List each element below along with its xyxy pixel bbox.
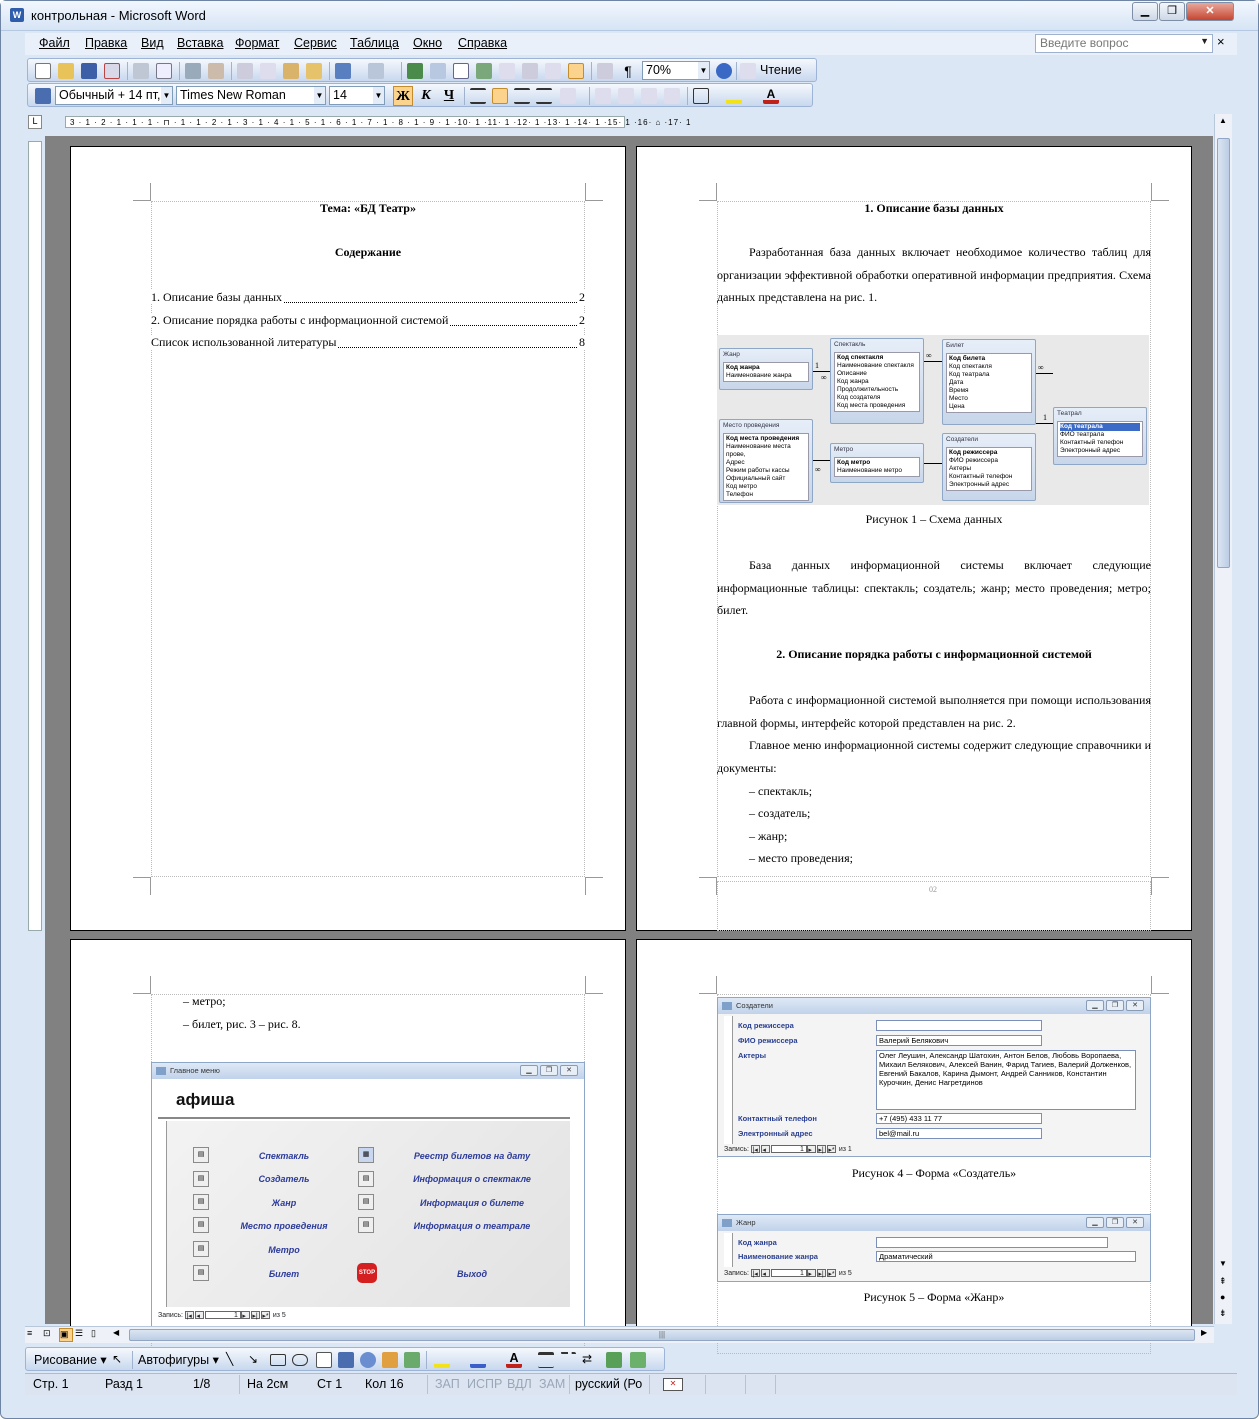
schema-table-spektakl: Спектакль Код спектакля Наименование спектакля Описание Код жанра Продолжительность Код создателя Код места проведения [830, 338, 924, 424]
scroll-right-icon[interactable]: ▶ [1201, 1328, 1208, 1337]
director-code-field[interactable] [876, 1020, 1042, 1031]
insert-excel-icon[interactable] [476, 63, 492, 79]
standard-toolbar [27, 58, 817, 82]
menu-link-metro[interactable]: Метро [268, 1245, 300, 1255]
prev-page-icon[interactable]: ⇞ [1219, 1276, 1227, 1286]
maximize-button[interactable]: ❐ [1159, 2, 1185, 21]
email-field[interactable]: bel@mail.ru [876, 1128, 1042, 1139]
zoom-select[interactable]: 70% ▼ [642, 61, 710, 80]
status-language[interactable]: русский (Ро [575, 1377, 643, 1391]
menu-link-spektakl[interactable]: Спектакль [258, 1151, 310, 1161]
dash-style-icon[interactable] [560, 1352, 576, 1368]
form-button-icon[interactable]: ▤ [358, 1217, 374, 1233]
menu-link-info-bilet[interactable]: Информация о билете [420, 1198, 524, 1208]
field-label: Контактный телефон [738, 1114, 817, 1123]
underline-button[interactable]: Ч [443, 88, 455, 103]
menu-edit[interactable]: Правка [85, 36, 128, 50]
relation-line [1036, 373, 1053, 374]
vertical-ruler [28, 141, 42, 931]
drawing-icon[interactable] [545, 63, 561, 79]
scroll-left-icon[interactable]: ◀ [113, 1328, 120, 1337]
line-style-icon[interactable] [538, 1352, 554, 1368]
styles-icon[interactable] [35, 88, 51, 104]
status-pages: 1/8 [193, 1377, 211, 1391]
vertical-scrollbar[interactable] [1214, 114, 1232, 1324]
figure-caption: Рисунок 5 – Форма «Жанр» [863, 1290, 1005, 1304]
page-2[interactable] [636, 146, 1192, 931]
window-title: контрольная - Microsoft Word [31, 8, 206, 23]
field-label: Код жанра [738, 1238, 777, 1247]
close-button[interactable]: ✕ [1186, 2, 1234, 21]
fill-color-icon[interactable] [434, 1352, 450, 1368]
figure-caption: Рисунок 1 – Схема данных [865, 512, 1003, 526]
menu-table[interactable]: Таблица [350, 36, 400, 50]
align-right-icon[interactable] [514, 88, 530, 104]
rectangle-icon[interactable] [270, 1354, 286, 1366]
reading-view-icon[interactable]: ▯ [91, 1328, 96, 1338]
page-1[interactable] [70, 146, 626, 931]
menu-link-mesto[interactable]: Место проведения [240, 1221, 328, 1231]
align-left-icon[interactable] [470, 88, 486, 104]
status-at: На 2см [247, 1377, 289, 1391]
menu-link-reestr[interactable]: Реестр билетов на дату [413, 1151, 531, 1161]
stop-icon[interactable]: STOP [357, 1263, 377, 1283]
status-bar [25, 1373, 1237, 1395]
genre-form: Жанр ▁ ❐ ✕ Код жанра Наименование жанра Драматический Запись: |◂ ◂ 1 ▸ ▸| ▸* из 5 [717, 1214, 1151, 1282]
bullets-icon[interactable] [618, 88, 634, 104]
data-schema-diagram: Жанр Код жанра Наименование жанра Спектакль Код спектакля Наименование спектакля Описание Код жанра Продолжительность Код создателя Код места проведения Билет Код билета Код спектакля Код театрала Дата Время Место Цена Театрал Код театрала ФИО театрала Контактный телефон Электронный адрес Место проведения Код места проведения Наименование места прове, Адрес Режим работы кассы Официальный сайт Код метро Телефон Метро Код метро Наименование метро Создатели Код режиссера ФИО режиссера Актеры Контактный телефон Электронный адрес 1 ∞ ∞ ∞ 1 ∞ [717, 335, 1149, 505]
outline-view-icon[interactable]: ☰ [75, 1328, 84, 1338]
bold-button[interactable]: Ж [393, 86, 413, 106]
spelling-status-icon[interactable]: ✕ [663, 1378, 683, 1391]
font-size-select[interactable]: 14 ▼ [329, 86, 385, 105]
chevron-down-icon: ▼ [314, 87, 325, 104]
close-icon[interactable]: ✕ [1126, 1217, 1144, 1228]
permission-icon[interactable] [104, 63, 120, 79]
list-item: – жанр; [749, 829, 788, 843]
relation-line [813, 371, 830, 372]
scroll-up-icon[interactable]: ▲ [1219, 116, 1227, 125]
read-icon [740, 63, 756, 79]
reading-button[interactable]: Чтение [760, 63, 802, 77]
draw-menu-button[interactable]: Рисование ▾ [34, 1353, 107, 1367]
line-icon[interactable]: ╲ [226, 1352, 234, 1366]
minimize-icon[interactable]: ▁ [1086, 1217, 1104, 1228]
exit-button[interactable]: Выход [456, 1269, 488, 1279]
paragraph: База данных информационной системы включает следующие информационные таблицы: спектакль; создатель; жанр; место проведения; метро; билет. [717, 558, 1151, 618]
clipart-icon[interactable] [382, 1352, 398, 1368]
director-name-field[interactable]: Валерий Белякович [876, 1035, 1042, 1046]
menu-link-info-spektakl[interactable]: Информация о спектакле [413, 1174, 531, 1184]
status-section: Разд 1 [105, 1377, 143, 1391]
theme-title: Тема: «БД Театр» [320, 201, 416, 215]
paste-icon[interactable] [283, 63, 299, 79]
figure-caption: Рисунок 4 – Форма «Создатель» [851, 1166, 1017, 1180]
section-heading-1: 1. Описание базы данных [864, 201, 1004, 215]
align-center-icon[interactable] [492, 88, 508, 104]
field-label: Наименование жанра [738, 1252, 818, 1261]
decrease-indent-icon[interactable] [641, 88, 657, 104]
form-button-icon[interactable]: ▤ [193, 1217, 209, 1233]
cut-icon[interactable] [237, 63, 253, 79]
picture-icon[interactable] [404, 1352, 420, 1368]
menu-tools[interactable]: Сервис [294, 36, 337, 50]
genre-code-field[interactable] [876, 1237, 1108, 1248]
record-selector[interactable] [158, 1121, 167, 1307]
form-icon [156, 1067, 166, 1075]
record-selector[interactable] [724, 1233, 733, 1267]
formatting-toolbar [27, 83, 813, 107]
menu-format[interactable]: Формат [235, 36, 280, 50]
afisha-header: афиша [158, 1081, 570, 1119]
status-track-changes[interactable]: ИСПР [467, 1377, 503, 1391]
autoshapes-button[interactable]: Автофигуры ▾ [138, 1353, 219, 1367]
form-button-icon[interactable]: ▤ [358, 1194, 374, 1210]
list-item: – место проведения; [749, 851, 853, 865]
ruler-scale[interactable]: 3 · 1 · 2 · 1 · 1 · 1 · ⊓ · 1 · 1 · 2 · 1 · 3 · 1 · 4 · 1 · 5 · 1 · 6 · 1 · 7 · 1 · 8 · 1 · 9 · 1 ·10· 1 ·11· 1 ·12· 1 ·13· 1 ·14· 1 ·15· 1 ·16· ⌂ ·17· 1 [65, 116, 625, 128]
save-icon[interactable] [81, 63, 97, 79]
borders-icon[interactable] [693, 88, 709, 104]
wordart-icon[interactable] [338, 1352, 354, 1368]
pilcrow-icon[interactable]: ¶ [624, 63, 632, 79]
chevron-down-icon: ▼ [373, 87, 384, 104]
form-icon [722, 1219, 732, 1227]
record-selector[interactable] [724, 1016, 733, 1144]
normal-view-icon[interactable]: ≡ [27, 1328, 33, 1338]
arrow-icon[interactable]: ↘ [248, 1352, 259, 1366]
close-icon[interactable]: ✕ [560, 1065, 578, 1076]
show-formatting-icon[interactable] [597, 63, 613, 79]
status-extend[interactable]: ВДЛ [507, 1377, 532, 1391]
form-button-icon[interactable]: ▤ [193, 1147, 209, 1163]
schema-table-mesto: Место проведения Код места проведения Наименование места прове, Адрес Режим работы кассы Официальный сайт Код метро Телефон [719, 419, 813, 503]
creators-form: Создатели ▁ ❐ ✕ Код режиссера ФИО режиссера Валерий Белякович Актеры Олег Леушин, Александр Шатохин, Антон Белов, Любовь Воропаева, Михаил Белякович, Алексей Ванин, Фарид Тагиев, Валерий Долженков, Евгений Бакалов, Карина Дымонт, Андрей Санников, Константин Курочкин, Денис Нагретдинов Контактный телефон +7 (495) 433 11 77 Электронный адрес bel@mail.ru Запись: |◂ ◂ 1 ▸ ▸| ▸* из 1 [717, 997, 1151, 1157]
actors-field[interactable]: Олег Леушин, Александр Шатохин, Антон Белов, Любовь Воропаева, Михаил Белякович, Алексей Ванин, Фарид Тагиев, Валерий Долженков, Евгений Бакалов, Карина Дымонт, Андрей Санников, Константин Курочкин, Денис Нагретдинов [876, 1050, 1136, 1110]
title-bar [1, 1, 1258, 31]
status-column: Кол 16 [365, 1377, 404, 1391]
ask-question-input[interactable]: Введите вопрос ▼ [1035, 34, 1213, 53]
relation-line [813, 460, 830, 461]
tables-borders-icon[interactable] [430, 63, 446, 79]
style-select[interactable]: Обычный + 14 пт, ▼ [55, 86, 173, 105]
font-select[interactable]: Times New Roman ▼ [176, 86, 326, 105]
insert-table-icon[interactable] [453, 63, 469, 79]
schema-table-teatral: Театрал Код театрала ФИО театрала Контактный телефон Электронный адрес [1053, 407, 1147, 465]
toc-entry[interactable]: 1. Описание базы данных 2 [151, 290, 585, 304]
close-document-icon[interactable]: × [1217, 34, 1225, 49]
font-color-icon[interactable]: A [506, 1352, 522, 1368]
format-painter-icon[interactable] [306, 63, 322, 79]
maximize-icon[interactable]: ❐ [1106, 1217, 1124, 1228]
field-label: ФИО режиссера [738, 1036, 798, 1045]
undo-icon[interactable] [335, 63, 351, 79]
next-page-icon[interactable]: ⇟ [1219, 1308, 1227, 1318]
field-label: Код режиссера [738, 1021, 794, 1030]
web-layout-icon[interactable]: ⊡ [43, 1328, 51, 1338]
menu-file[interactable]: Файл [39, 36, 70, 50]
chevron-down-icon: ▼ [698, 62, 709, 79]
justify-icon[interactable] [536, 88, 552, 104]
shadow-icon[interactable] [606, 1352, 622, 1368]
list-item: – создатель; [749, 806, 811, 820]
research-icon[interactable] [208, 63, 224, 79]
numbering-icon[interactable] [595, 88, 611, 104]
form-button-icon[interactable]: ▤ [358, 1171, 374, 1187]
scroll-down-icon[interactable]: ▼ [1219, 1259, 1227, 1268]
maximize-icon[interactable]: ❐ [540, 1065, 558, 1076]
form-button-icon[interactable]: ▤ [193, 1241, 209, 1257]
equation-icon[interactable] [522, 63, 538, 79]
chevron-down-icon: ▼ [161, 87, 172, 104]
menu-view[interactable]: Вид [141, 36, 164, 50]
form-button-icon[interactable]: ▤ [193, 1265, 209, 1281]
3d-icon[interactable] [630, 1352, 646, 1368]
page-footer-number: 02 [929, 885, 937, 894]
paragraph: Главное меню информационной системы содержит следующие справочники и документы: [717, 738, 1151, 775]
list-item: – билет, рис. 3 – рис. 8. [183, 1017, 301, 1031]
schema-table-zhanr: Жанр Код жанра Наименование жанра [719, 348, 813, 390]
minimize-icon[interactable]: ▁ [520, 1065, 538, 1076]
font-color-icon[interactable]: A [763, 88, 779, 104]
new-document-icon[interactable] [35, 63, 51, 79]
diagram-icon[interactable] [360, 1352, 376, 1368]
scroll-thumb[interactable] [1217, 138, 1230, 568]
document-workspace [45, 136, 1213, 1324]
record-navigator[interactable]: Запись: |◂ ◂ 1 ▸ ▸| ▸* из 5 [158, 1311, 286, 1320]
phone-field[interactable]: +7 (495) 433 11 77 [876, 1113, 1042, 1124]
record-navigator[interactable]: Запись: |◂ ◂ 1 ▸ ▸| ▸* из 5 [724, 1269, 852, 1278]
line-spacing-icon[interactable] [560, 88, 576, 104]
field-label: Актеры [738, 1051, 767, 1060]
select-objects-icon[interactable]: ↖ [112, 1352, 123, 1366]
copy-icon[interactable] [260, 63, 276, 79]
menu-window[interactable]: Окно [413, 36, 443, 50]
status-line: Ст 1 [317, 1377, 343, 1391]
spelling-icon[interactable] [185, 63, 201, 79]
relation-line [924, 463, 942, 464]
status-overtype[interactable]: ЗАМ [539, 1377, 566, 1391]
print-icon[interactable] [133, 63, 149, 79]
oval-icon[interactable] [292, 1354, 308, 1366]
main-menu-form: Главное меню ▁ ❐ ✕ афиша ▤ Спектакль ▤ Создатель ▤ Жанр ▤ Место проведения ▤ Метро ▤ Билет ▦ Реестр билетов на дату ▤ Информация о спектакле ▤ Информация о билете ▤ Информация о театрале STOP Выход Запись: |◂ ◂ 1 ▸ ▸| ▸* из 5 [151, 1062, 585, 1328]
line-color-icon[interactable] [470, 1352, 486, 1368]
print-layout-icon[interactable]: ▣ [59, 1328, 73, 1342]
toc-entry[interactable]: 2. Описание порядка работы с информационной системой 2 [151, 313, 585, 327]
form-icon [722, 1002, 732, 1010]
schema-table-sozdateli: Создатели Код режиссера ФИО режиссера Актеры Контактный телефон Электронный адрес [942, 433, 1036, 501]
highlight-icon[interactable] [726, 88, 742, 104]
italic-button[interactable]: К [421, 88, 431, 103]
genre-name-field[interactable]: Драматический [876, 1251, 1136, 1262]
chevron-down-icon: ▼ [1200, 36, 1209, 46]
paragraph: Разработанная база данных включает необходимое количество таблиц для организации эффективной обработки оперативной информации предприятия. Схема данных представлена на рис. 1. [717, 245, 1151, 305]
tab-selector-icon[interactable]: L [28, 115, 42, 129]
schema-table-metro: Метро Код метро Наименование метро [830, 443, 924, 483]
menu-help[interactable]: Справка [458, 36, 508, 50]
field-label: Электронный адрес [738, 1129, 813, 1138]
relation-line [1036, 423, 1053, 424]
increase-indent-icon[interactable] [664, 88, 680, 104]
menu-link-zhanr[interactable]: Жанр [271, 1198, 297, 1208]
contents-heading: Содержание [334, 245, 402, 259]
menu-insert[interactable]: Вставка [177, 36, 224, 50]
arrow-style-icon[interactable]: ⇄ [582, 1352, 593, 1366]
form-button-icon[interactable]: ▤ [193, 1194, 209, 1210]
print-preview-icon[interactable] [156, 63, 172, 79]
section-heading-2: 2. Описание порядка работы с информационной системой [776, 647, 1092, 661]
relation-line [924, 361, 942, 362]
page-4[interactable] [636, 939, 1192, 1339]
page-3[interactable] [70, 939, 626, 1339]
list-item: – метро; [183, 994, 226, 1008]
open-folder-icon[interactable] [58, 63, 74, 79]
form-button-icon[interactable]: ▤ [193, 1171, 209, 1187]
toc-entry[interactable]: Список использованной литературы 8 [151, 335, 585, 349]
menu-link-sozdatel[interactable]: Создатель [258, 1174, 310, 1184]
paragraph: Работа с информационной системой выполняется при помощи использования главной формы, интерфейс которой представлен на рис. 2. [717, 693, 1151, 730]
list-item: – спектакль; [749, 784, 813, 798]
word-icon: W [10, 8, 24, 22]
hyperlink-icon[interactable] [407, 63, 423, 79]
close-icon[interactable]: ✕ [1126, 1000, 1144, 1011]
maximize-icon[interactable]: ❐ [1106, 1000, 1124, 1011]
drawing-toolbar [25, 1347, 665, 1371]
help-icon[interactable] [716, 63, 732, 79]
record-navigator[interactable]: Запись: |◂ ◂ 1 ▸ ▸| ▸* из 1 [724, 1145, 852, 1154]
status-page: Стр. 1 [33, 1377, 69, 1391]
minimize-icon[interactable]: ▁ [1086, 1000, 1104, 1011]
columns-icon[interactable] [499, 63, 515, 79]
menu-link-info-teatral[interactable]: Информация о театрале [413, 1221, 531, 1231]
select-browse-object-icon[interactable]: ● [1220, 1292, 1226, 1302]
schema-table-bilet: Билет Код билета Код спектакля Код театрала Дата Время Место Цена [942, 339, 1036, 425]
horizontal-scrollbar[interactable] [25, 1326, 1214, 1343]
redo-icon[interactable] [368, 63, 384, 79]
scroll-thumb[interactable]: ||| [129, 1329, 1195, 1341]
report-button-icon[interactable]: ▦ [358, 1147, 374, 1163]
document-map-icon[interactable] [568, 63, 584, 79]
status-record-macro[interactable]: ЗАП [435, 1377, 460, 1391]
minimize-button[interactable]: ▁ [1132, 2, 1158, 21]
menu-link-bilet[interactable]: Билет [268, 1269, 300, 1279]
text-box-icon[interactable] [316, 1352, 332, 1368]
